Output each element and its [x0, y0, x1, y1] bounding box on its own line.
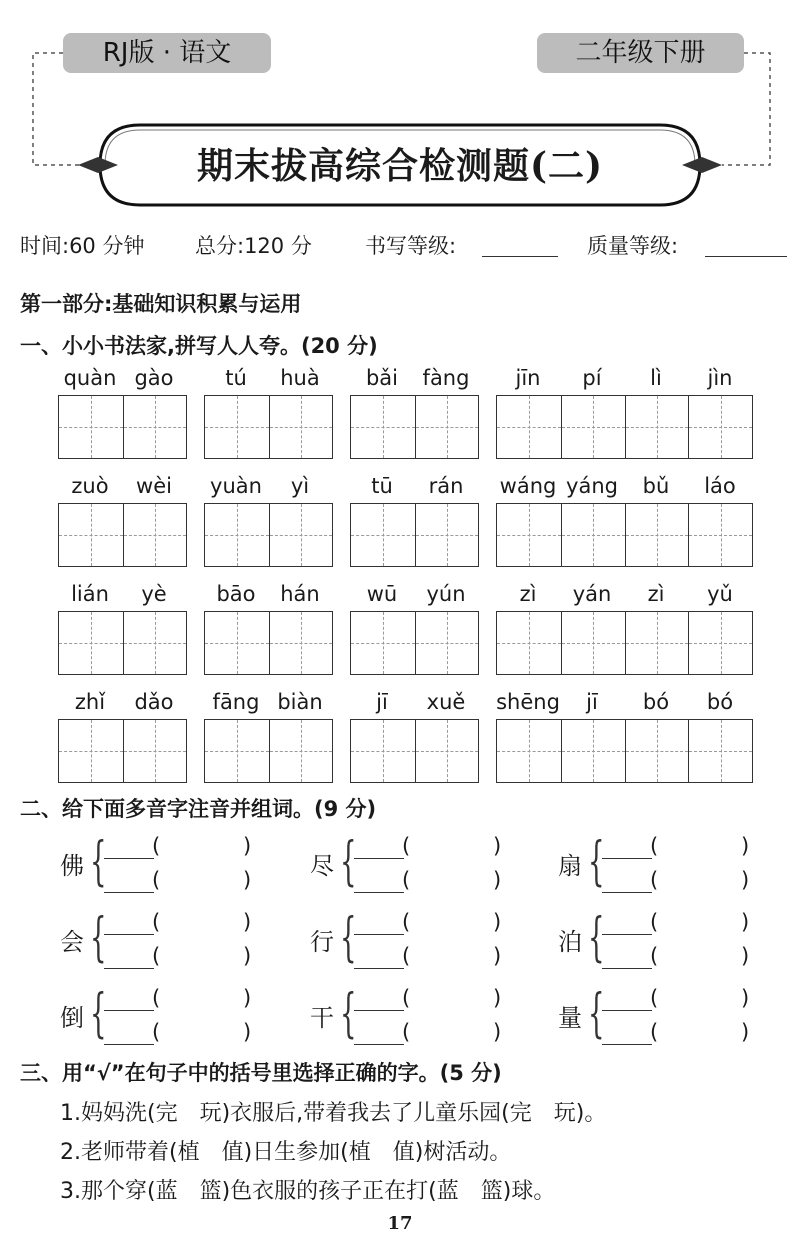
writing-grid-group — [350, 395, 479, 459]
polyphonic-char: 干 — [310, 1004, 334, 1032]
tianzige-cell[interactable] — [269, 396, 333, 458]
polyphonic-char: 会 — [60, 928, 84, 956]
close-paren: ) — [493, 910, 502, 934]
q3-sentence-1: 1.妈妈洗(完 玩)衣服后,带着我去了儿童乐园(完 玩)。 — [60, 1101, 607, 1126]
open-paren: ( — [152, 910, 161, 934]
polyphonic-char: 行 — [310, 928, 334, 956]
pinyin-text: fàng — [422, 366, 470, 390]
tianzige-cell[interactable] — [205, 504, 269, 566]
polyphonic-char: 尽 — [310, 852, 334, 880]
writing-grid-group — [58, 611, 187, 675]
writing-grid-group — [496, 719, 753, 783]
pinyin-text: yún — [426, 582, 466, 606]
writing-grid-group — [204, 503, 333, 567]
pinyin-blank[interactable] — [104, 934, 154, 935]
pinyin-row — [58, 582, 758, 692]
close-paren: ) — [243, 944, 252, 968]
polyphonic-item — [558, 832, 778, 894]
tianzige-cell[interactable] — [59, 396, 123, 458]
tianzige-cell[interactable] — [688, 612, 752, 674]
open-paren: ( — [152, 944, 161, 968]
tianzige-cell[interactable] — [497, 720, 561, 782]
tianzige-cell[interactable] — [123, 612, 187, 674]
pinyin-text: bǎi — [365, 366, 399, 390]
tianzige-cell[interactable] — [415, 612, 479, 674]
brace-icon: { — [340, 908, 357, 968]
q3-title: 三、用“√”在句子中的括号里选择正确的字。(5 分) — [20, 1061, 502, 1085]
pinyin-row — [58, 474, 758, 584]
close-paren: ) — [243, 868, 252, 892]
brace-icon: { — [588, 984, 605, 1044]
q3-sentence-2: 2.老师带着(植 值)日生参加(植 值)树活动。 — [60, 1140, 512, 1165]
writing-grid-group — [58, 503, 187, 567]
tianzige-cell[interactable] — [269, 504, 333, 566]
pinyin-text: zì — [647, 582, 665, 606]
tianzige-cell[interactable] — [123, 504, 187, 566]
open-paren: ( — [152, 1020, 161, 1044]
close-paren: ) — [243, 910, 252, 934]
polyphonic-item — [310, 908, 530, 970]
exam-meta — [20, 230, 790, 264]
pinyin-text: yán — [572, 582, 612, 606]
polyphonic-char: 扇 — [558, 852, 582, 880]
pinyin-text: dǎo — [134, 690, 174, 714]
open-paren: ( — [152, 868, 161, 892]
pinyin-text: gào — [134, 366, 174, 390]
polyphonic-item — [310, 984, 530, 1046]
tianzige-cell[interactable] — [688, 504, 752, 566]
pinyin-text: jīn — [515, 366, 541, 390]
close-paren: ) — [493, 1020, 502, 1044]
tianzige-cell[interactable] — [269, 612, 333, 674]
brace-icon: { — [90, 984, 107, 1044]
brace-icon: { — [588, 908, 605, 968]
close-paren: ) — [493, 986, 502, 1010]
writing-grid-group — [204, 611, 333, 675]
pinyin-text: zì — [519, 582, 537, 606]
open-paren: ( — [650, 910, 659, 934]
tianzige-cell[interactable] — [415, 720, 479, 782]
tianzige-cell[interactable] — [561, 612, 625, 674]
pinyin-text: lì — [650, 366, 662, 390]
tianzige-cell[interactable] — [688, 720, 752, 782]
tianzige-cell[interactable] — [561, 720, 625, 782]
open-paren: ( — [650, 834, 659, 858]
polyphonic-item — [60, 832, 280, 894]
close-paren: ) — [741, 834, 750, 858]
polyphonic-item — [60, 984, 280, 1046]
open-paren: ( — [650, 1020, 659, 1044]
tianzige-cell[interactable] — [351, 612, 415, 674]
writing-grid-group — [58, 395, 187, 459]
pinyin-row — [58, 366, 758, 476]
pinyin-text: jī — [586, 690, 598, 714]
open-paren: ( — [402, 868, 411, 892]
edition-badge: RJ版 · 语文 — [63, 33, 271, 73]
close-paren: ) — [741, 986, 750, 1010]
tianzige-cell[interactable] — [123, 396, 187, 458]
writing-grid-group — [496, 395, 753, 459]
q1-title: 一、小小书法家,拼写人人夸。(20 分) — [20, 334, 378, 358]
tianzige-cell[interactable] — [205, 720, 269, 782]
pinyin-blank[interactable] — [602, 1010, 652, 1011]
polyphonic-item — [60, 908, 280, 970]
pinyin-blank[interactable] — [354, 1010, 404, 1011]
pinyin-text: tú — [225, 366, 247, 390]
pinyin-text: shēng — [496, 690, 560, 714]
pinyin-text: wèi — [136, 474, 172, 498]
pinyin-blank[interactable] — [354, 1044, 404, 1045]
pinyin-blank[interactable] — [602, 892, 652, 893]
pinyin-text: bó — [642, 690, 670, 714]
pinyin-text: rán — [428, 474, 464, 498]
open-paren: ( — [402, 944, 411, 968]
close-paren: ) — [243, 986, 252, 1010]
tianzige-cell[interactable] — [497, 612, 561, 674]
writing-grid-group — [496, 503, 753, 567]
pinyin-blank[interactable] — [104, 1010, 154, 1011]
brace-icon: { — [340, 832, 357, 892]
pinyin-text: bāo — [216, 582, 256, 606]
close-paren: ) — [741, 910, 750, 934]
polyphonic-char: 佛 — [60, 852, 84, 880]
writing-grid-group — [350, 503, 479, 567]
pinyin-blank[interactable] — [104, 858, 154, 859]
open-paren: ( — [402, 834, 411, 858]
total-score-label: 总分:120 分 — [195, 234, 312, 258]
pinyin-text: biàn — [277, 690, 323, 714]
pinyin-blank[interactable] — [354, 934, 404, 935]
tianzige-cell[interactable] — [59, 504, 123, 566]
brace-icon: { — [90, 832, 107, 892]
polyphonic-item — [310, 832, 530, 894]
close-paren: ) — [741, 868, 750, 892]
tianzige-cell[interactable] — [351, 504, 415, 566]
page-title: 期末拔高综合检测题(二) — [196, 145, 604, 187]
writing-grid-group — [496, 611, 753, 675]
tianzige-cell[interactable] — [205, 612, 269, 674]
writing-grade-label: 书写等级: — [365, 234, 457, 258]
tianzige-cell[interactable] — [415, 504, 479, 566]
tianzige-cell[interactable] — [123, 720, 187, 782]
tianzige-cell[interactable] — [269, 720, 333, 782]
pinyin-blank[interactable] — [104, 1044, 154, 1045]
pinyin-blank[interactable] — [602, 934, 652, 935]
pinyin-row — [58, 690, 758, 800]
polyphonic-item — [558, 908, 778, 970]
pinyin-text: bǔ — [642, 474, 670, 498]
close-paren: ) — [741, 944, 750, 968]
writing-grid-group — [58, 719, 187, 783]
tianzige-cell[interactable] — [59, 612, 123, 674]
open-paren: ( — [650, 868, 659, 892]
pinyin-text: quàn — [63, 366, 117, 390]
grade-badge: 二年级下册 — [537, 33, 744, 73]
pinyin-blank[interactable] — [354, 858, 404, 859]
tianzige-cell[interactable] — [625, 504, 689, 566]
polyphonic-char: 泊 — [558, 928, 582, 956]
pinyin-text: huà — [280, 366, 320, 390]
close-paren: ) — [493, 868, 502, 892]
pinyin-text: pí — [582, 366, 602, 390]
brace-icon: { — [340, 984, 357, 1044]
pinyin-text: bó — [706, 690, 734, 714]
writing-grid-group — [350, 611, 479, 675]
pinyin-text: zhǐ — [74, 690, 106, 714]
tianzige-cell[interactable] — [688, 396, 752, 458]
writing-grid-group — [204, 719, 333, 783]
tianzige-cell[interactable] — [625, 720, 689, 782]
pinyin-blank[interactable] — [602, 968, 652, 969]
pinyin-text: yì — [290, 474, 310, 498]
close-paren: ) — [243, 1020, 252, 1044]
writing-grid-group — [350, 719, 479, 783]
polyphonic-char: 倒 — [60, 1004, 84, 1032]
pinyin-text: wū — [366, 582, 398, 606]
pinyin-text: wáng — [499, 474, 557, 498]
pinyin-text: tū — [371, 474, 393, 498]
tianzige-cell[interactable] — [351, 720, 415, 782]
tianzige-cell[interactable] — [415, 396, 479, 458]
pinyin-text: jī — [376, 690, 388, 714]
tianzige-cell[interactable] — [351, 396, 415, 458]
close-paren: ) — [243, 834, 252, 858]
time-label: 时间:60 分钟 — [20, 234, 145, 258]
open-paren: ( — [402, 986, 411, 1010]
writing-grid-group — [204, 395, 333, 459]
pinyin-blank[interactable] — [602, 858, 652, 859]
brace-icon: { — [90, 908, 107, 968]
pinyin-text: láo — [704, 474, 736, 498]
pinyin-blank[interactable] — [354, 892, 404, 893]
pinyin-blank[interactable] — [354, 968, 404, 969]
pinyin-text: yáng — [566, 474, 618, 498]
pinyin-text: zuò — [71, 474, 109, 498]
pinyin-text: fāng — [212, 690, 260, 714]
tianzige-cell[interactable] — [625, 612, 689, 674]
tianzige-cell[interactable] — [561, 504, 625, 566]
part1-title: 第一部分:基础知识积累与运用 — [20, 292, 302, 316]
quality-grade-label: 质量等级: — [587, 234, 679, 258]
tianzige-cell[interactable] — [497, 504, 561, 566]
open-paren: ( — [650, 986, 659, 1010]
brace-icon: { — [588, 832, 605, 892]
tianzige-cell[interactable] — [561, 396, 625, 458]
pinyin-text: hán — [280, 582, 320, 606]
tianzige-cell[interactable] — [625, 396, 689, 458]
close-paren: ) — [493, 834, 502, 858]
close-paren: ) — [741, 1020, 750, 1044]
q2-title: 二、给下面多音字注音并组词。(9 分) — [20, 797, 377, 821]
pinyin-text: yǔ — [707, 582, 733, 606]
polyphonic-item — [558, 984, 778, 1046]
writing-grade-blank[interactable] — [482, 230, 558, 257]
pinyin-text: lián — [71, 582, 109, 606]
polyphonic-char: 量 — [558, 1004, 582, 1032]
page-number: 17 — [387, 1213, 413, 1234]
open-paren: ( — [152, 834, 161, 858]
tianzige-cell[interactable] — [497, 396, 561, 458]
open-paren: ( — [402, 910, 411, 934]
open-paren: ( — [152, 986, 161, 1010]
tianzige-cell[interactable] — [59, 720, 123, 782]
pinyin-text: xuě — [426, 690, 466, 714]
tianzige-cell[interactable] — [205, 396, 269, 458]
open-paren: ( — [402, 1020, 411, 1044]
pinyin-blank[interactable] — [104, 968, 154, 969]
q3-sentence-3: 3.那个穿(蓝 篮)色衣服的孩子正在打(蓝 篮)球。 — [60, 1179, 556, 1204]
pinyin-blank[interactable] — [104, 892, 154, 893]
open-paren: ( — [650, 944, 659, 968]
pinyin-text: jìn — [707, 366, 733, 390]
quality-grade-blank[interactable] — [705, 230, 787, 257]
pinyin-text: yuàn — [210, 474, 262, 498]
close-paren: ) — [493, 944, 502, 968]
pinyin-blank[interactable] — [602, 1044, 652, 1045]
pinyin-text: yè — [141, 582, 167, 606]
